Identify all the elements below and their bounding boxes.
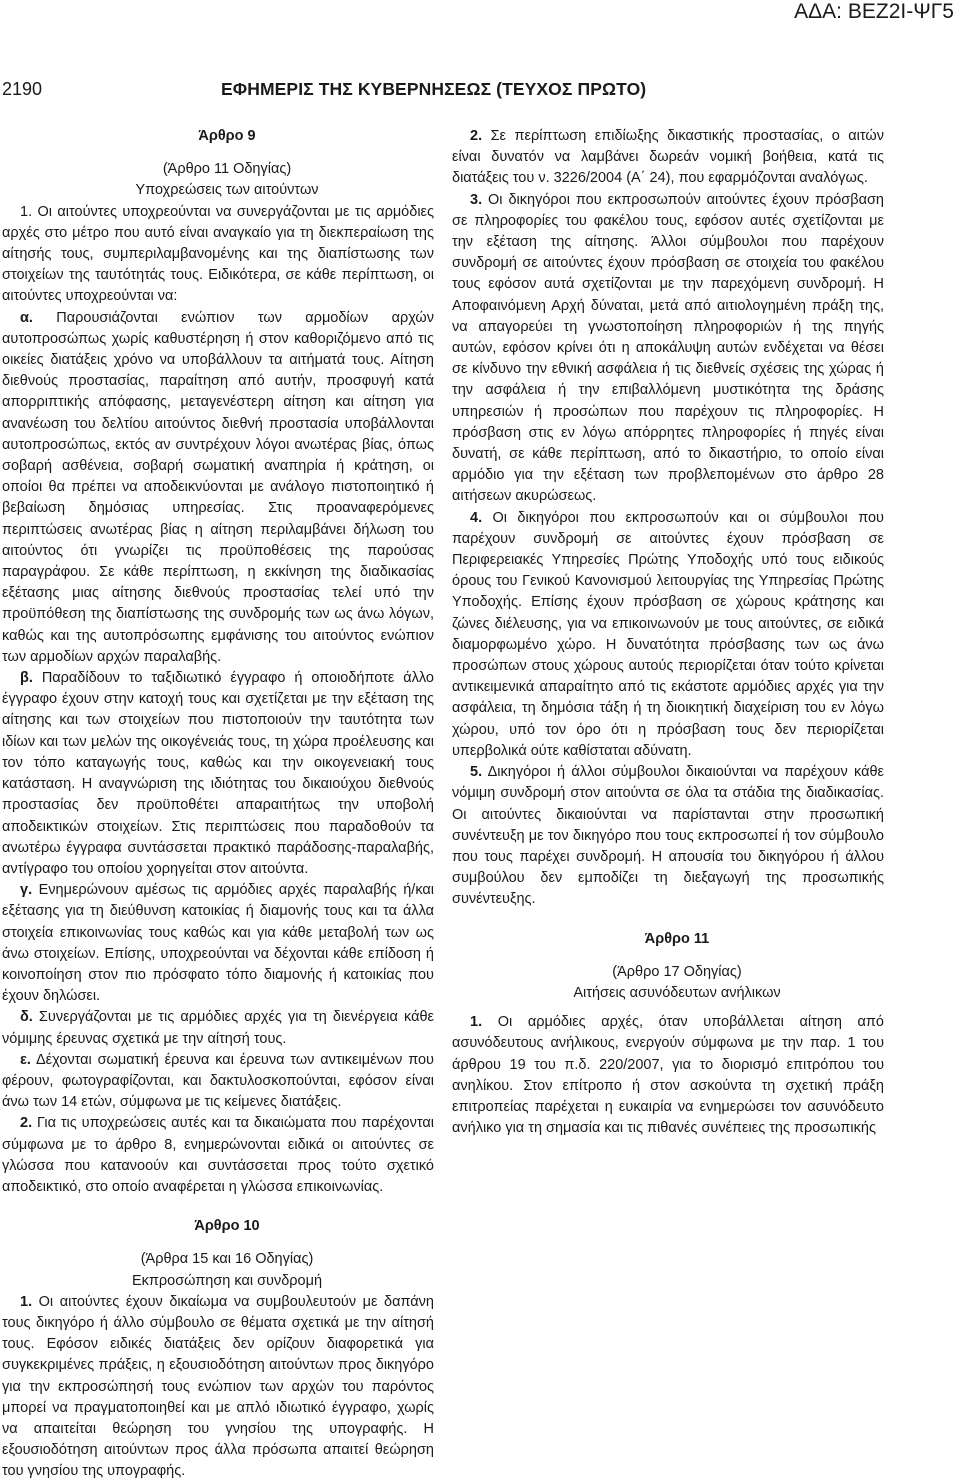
item-label: 3.: [470, 191, 483, 208]
item-text: Οι δικηγόροι που εκπροσωπούν και οι σύμβουλοι που παρέχουν συνδρομή σε αιτούντες έχουν πρόσβαση σε Περιφερειακές Υπηρεσίες Πρώτης Υποδοχής υπό τους ειδικούς όρους του Γενικού Κανονισμού λειτουργίας της Υπηρεσίας Πρώτης Υποδοχής. Επίσης έχουν πρόσβαση σε χώρους κράτησης και ζώνες διέλευσης, για να επικοινωνούν με τους αιτούντες, σε ειδικά διαμορφωμένο χώρο. Η δυνατότητα πρόσβασης των ως άνω προσώπων στους χώρους αυτούς περιορίζεται όταν τούτο κρίνεται αντικειμενικά απαραίτητο από τις εκάστοτε αρμόδιες αρχές για την ασφάλεια, τη δημόσια τάξη ή τη διοικητική διαχείριση του εν λόγω χώρου, υπό τον όρο ότι η πρόσβαση τους δεν περιορίζεται υπερβολικά ούτε καθίσταται αδύνατη.: [452, 509, 884, 759]
article-11-reference: (Άρθρο 17 Οδηγίας): [612, 963, 742, 980]
article-11-paragraph-1: [452, 1012, 884, 1139]
item-text: Δέχονται σωματική έρευνα και έρευνα των αντικειμένων που φέρουν, φωτογραφίζονται, και δακτυλοσκοπούνται, εφόσον είναι άνω των 14 ετών, σύμφωνα με τις κείμενες διατάξεις.: [2, 1051, 434, 1111]
article-9-reference: (Άρθρο 11 Οδηγίας): [162, 161, 292, 178]
article-9-item-a: [2, 308, 434, 668]
item-label: 2.: [470, 128, 483, 144]
item-text: Για τις υποχρεώσεις αυτές και τα δικαιώματα που παρέχονται σύμφωνα με το άρθρο 8, ενημερώνονται ειδικά οι αιτούντες σε γλώσσα που κατανοούν και συντάσσεται προς τούτο σχετικό αποδεικτικό, στο οποίο αναφέρεται η γλώσσα επικοινωνίας.: [2, 1115, 434, 1195]
item-label: δ.: [20, 1009, 33, 1026]
item-label: γ.: [20, 882, 33, 899]
article-9-title: Άρθρο 9: [198, 128, 256, 144]
item-label: α.: [20, 309, 33, 326]
article-9-subtitle: Υποχρεώσεις των αιτούντων: [135, 182, 319, 199]
item-text: Δικηγόροι ή άλλοι σύμβουλοι δικαιούνται να παρέχουν κάθε νόμιμη συνδρομή στον αιτούντα σε όλα τα στάδια της διαδικασίας. Οι αιτούντες δικαιούνται να παρίστανται στην προσωπική συνέντευξη με τον δικηγόρο που τους εκπροσωπεί ή τον σύμβουλο που τους παρέχει συνδρομή. Η απουσία του δικηγόρου ή άλλου συμβούλου δεν εμποδίζει τη διεξαγωγή της προσωπικής συνέντευξης.: [452, 764, 884, 908]
item-text: Οι αρμόδιες αρχές, όταν υποβάλλεται αίτηση από ασυνόδευτους ανήλικους, ενεργούν σύμφωνα με την παρ. 1 του άρθρου 19 του π.δ. 220/2007, για το διορισμό επιτρόπου του ανηλίκου. Στον επίτροπο ή στον ασκούντα τη σχετική πράξη επιτροπείας παρέχεται η ευκαιρία να ενημερώσει τον ασυνόδευτο ανήλικο για τη σημασία και τις πιθανές συνέπειες της προσωπικής: [452, 1014, 884, 1137]
item-text: Συνεργάζονται με τις αρμόδιες αρχές για τη διενέργεια κάθε νόμιμης έρευνας σχετικά με την αίτησή τους.: [2, 1009, 434, 1047]
article-9-paragraph-2: [2, 1113, 434, 1198]
article-9-item-c: [2, 880, 434, 1007]
item-label: 1.: [20, 1293, 33, 1310]
item-text: Παραδίδουν το ταξιδιωτικό έγγραφο ή οποιοδήποτε άλλο έγγραφο έχουν στην κατοχή τους και σχετίζεται με την εξέταση της αίτησης και των στοιχείων που πιστοποιούν την ταυτότητα των ιδίων και των μελών της οικογένειάς τους, τη χώρα προέλευσης και τον τόπο καταγωγής τους, καθώς και την οικογενειακή τους κατάσταση. Η αναγνώριση της ιδιότητας του δικαιούχου διεθνούς προστασίας δεν προϋποθέτει απαραιτήτως την υποβολή αποδεικτικών στοιχείων. Στις περιπτώσεις που παραδοθούν τα ανωτέρω έγγραφα συντάσσεται πρακτικό παράδοσης-παραλαβής, αντίγραφο του οποίου χορηγείται στον αιτούντα.: [2, 670, 434, 877]
item-text: Ενημερώνουν αμέσως τις αρμόδιες αρχές παραλαβής ή/και εξέτασης για τη διεύθυνση κατοικίας ή διαμονής τους και τα άλλα στοιχεία επικοινωνίας τους καθώς και για κάθε μεταβολή των ως άνω στοιχείων. Επίσης, υποχρεούνται να δέχονται κάθε επίδοση ή κοινοποίηση στον πιο πρόσφατο τόπο διαμονής ή κατοικίας που έχουν δηλώσει.: [2, 882, 434, 1005]
article-10-paragraph-2: [452, 126, 884, 190]
article-10-paragraph-1: [2, 1292, 434, 1483]
item-label: 1.: [470, 1014, 483, 1031]
article-9-item-d: [2, 1007, 434, 1049]
article-10-subtitle: Εκπροσώπηση και συνδρομή: [131, 1272, 323, 1289]
article-10-paragraph-4: [452, 508, 884, 762]
article-11-subtitle: Αιτήσεις ασυνόδευτων ανήλικων: [573, 984, 781, 1001]
left-column: [2, 126, 434, 1483]
page-number: 2190: [2, 79, 43, 99]
article-9-item-b: [2, 668, 434, 880]
item-label: 2.: [20, 1115, 33, 1132]
item-text: Οι δικηγόροι που εκπροσωπούν αιτούντες έχουν πρόσβαση σε πληροφορίες του φακέλου τους, εφόσον αυτές σχετίζονται με την εξέταση της αίτησης. Άλλοι σύμβουλοι που παρέχουν συνδρομή σε αιτούντες έχουν πρόσβαση σε στοιχεία του φακέλου τους εφόσον αυτά σχετίζονται με την παρεχόμενη συνδρομή. Η Αποφαινόμενη Αρχή δύναται, μετά από αιτιολογημένη πράξη της, να απαγορεύει τη γνωστοποίηση πληροφοριών ή της πηγής αυτών, εφόσον κρίνει ότι η αποκάλυψη αυτών ενδέχεται να θέσει σε κίνδυνο την εθνική ασφάλεια ή τις διεθνείς σχέσεις της χώρας ή την ασφάλεια ή την επιβαλλόμενη μυστικότητα της δράσης υπηρεσιών ή προσώπων που παρέχουν τις πληροφορίες. Η πρόσβαση στις εν λόγω απόρρητες πληροφορίες ή πηγές είναι δυνατή, σε κάθε περίπτωση, από το δικαστήριο, το οποίο είναι αρμόδιο για την εξέταση των προβλεπομένων στο άρθρο 28 αιτήσεων ακυρώσεως.: [452, 191, 884, 505]
article-10-title: Άρθρο 10: [194, 1218, 260, 1235]
article-9-item-e: [2, 1050, 434, 1114]
right-column: [452, 126, 884, 1139]
item-text: Οι αιτούντες έχουν δικαίωμα να συμβουλευτούν με δαπάνη τους δικηγόρο ή άλλο σύμβουλο σε θέματα σχετικά με την αίτησή τους. Εφόσον ειδικές διατάξεις δεν ορίζουν διαφορετικά για συγκεκριμένες πράξεις, η εξουσιοδότηση αιτούντων προς δικηγόρο για την εκπροσώπησή τους ενώπιον των αρχών του παρόντος μπορεί να πραγματοποιηθεί και με απλό ιδιωτικό έγγραφο, χωρίς να απαιτείται θεώρηση του γνησίου της υπογραφής. Η εξουσιοδότηση αιτούντων προς άλλα πρόσωπα απαιτεί θεώρηση του γνησίου της υπογραφής.: [2, 1293, 434, 1480]
item-text: Σε περίπτωση επιδίωξης δικαστικής προστασίας, ο αιτών είναι δυνατόν να λαμβάνει δωρεάν νομική βοήθεια, κατά τις διατάξεις του ν. 3226/2004 (Α΄ 24), που εφαρμόζονται αναλόγως.: [452, 128, 884, 187]
item-text: Παρουσιάζονται ενώπιον των αρμοδίων αρχών αυτοπροσώπως χωρίς καθυστέρηση ή στον καθοριζόμενο από τις οικείες διατάξεις χρόνο να υποβάλλουν τα αιτήματά τους. Αίτηση διεθνούς προστασίας, παραίτηση από αυτήν, προσφυγή κατά απορριπτικής απόφασης, μεταγενέστερη αίτηση και αίτηση για ανανέωση του δελτίου αιτούντος διεθνή προστασία υποβάλλονται αυτοπροσώπως, εκτός αν συντρέχουν λόγοι ανωτέρας βίας, όπως σοβαρή ασθένεια, σοβαρή σωματική αναπηρία ή κράτηση, οι οποίοι θα πρέπει να αποδεικνύονται με ανάλογο πιστοποιητικό ή βεβαίωση δημόσιας υπηρεσίας. Στις προαναφερόμενες περιπτώσεις ανωτέρας βίας η αίτηση περιλαμβάνει δήλωση του αιτούντος ότι γνωρίζει τις προϋποθέσεις της παρούσας παραγράφου. Σε κάθε περίπτωση, η εκκίνηση της διαδικασίας εξέτασης μιας αίτησης διεθνούς προστασίας τελεί υπό την προϋπόθεση της διαπίστωσης της συνδρομής των ως άνω λόγων, καθώς και της αυτοπρόσωπης εμφάνισης του αιτούντος ενώπιον των αρμοδίων αρχών παραλαβής.: [2, 309, 434, 665]
article-10-paragraph-3: [452, 190, 884, 508]
item-label: ε.: [20, 1051, 31, 1068]
item-label: 5.: [470, 764, 483, 781]
article-10-paragraph-5: [452, 762, 884, 910]
item-label: 4.: [470, 509, 483, 526]
article-11-title: Άρθρο 11: [644, 930, 710, 947]
item-label: β.: [20, 670, 33, 687]
article-10-reference: (Άρθρα 15 και 16 Οδηγίας): [140, 1251, 314, 1268]
ada-code: ΑΔΑ: ΒΕΖ2Ι-ΨΓ5: [794, 0, 954, 23]
article-9-paragraph-1: 1. Οι αιτούντες υποχρεούνται να συνεργάζονται με τις αρμόδιες αρχές στο μέτρο που αυτό είναι αναγκαίο για τη διεκπεραίωση της αίτησής τους, συμπεριλαμβανομένης και της διαπίστωσης των στοιχείων της ταυτότητάς τους. Ειδικότερα, σε κάθε περίπτωση, οι αιτούντες υποχρεούνται να:: [2, 203, 434, 305]
gazette-header-title: ΕΦΗΜΕΡΙΣ ΤΗΣ ΚΥΒΕΡΝΗΣΕΩΣ (ΤΕΥΧΟΣ ΠΡΩΤΟ): [221, 79, 647, 99]
